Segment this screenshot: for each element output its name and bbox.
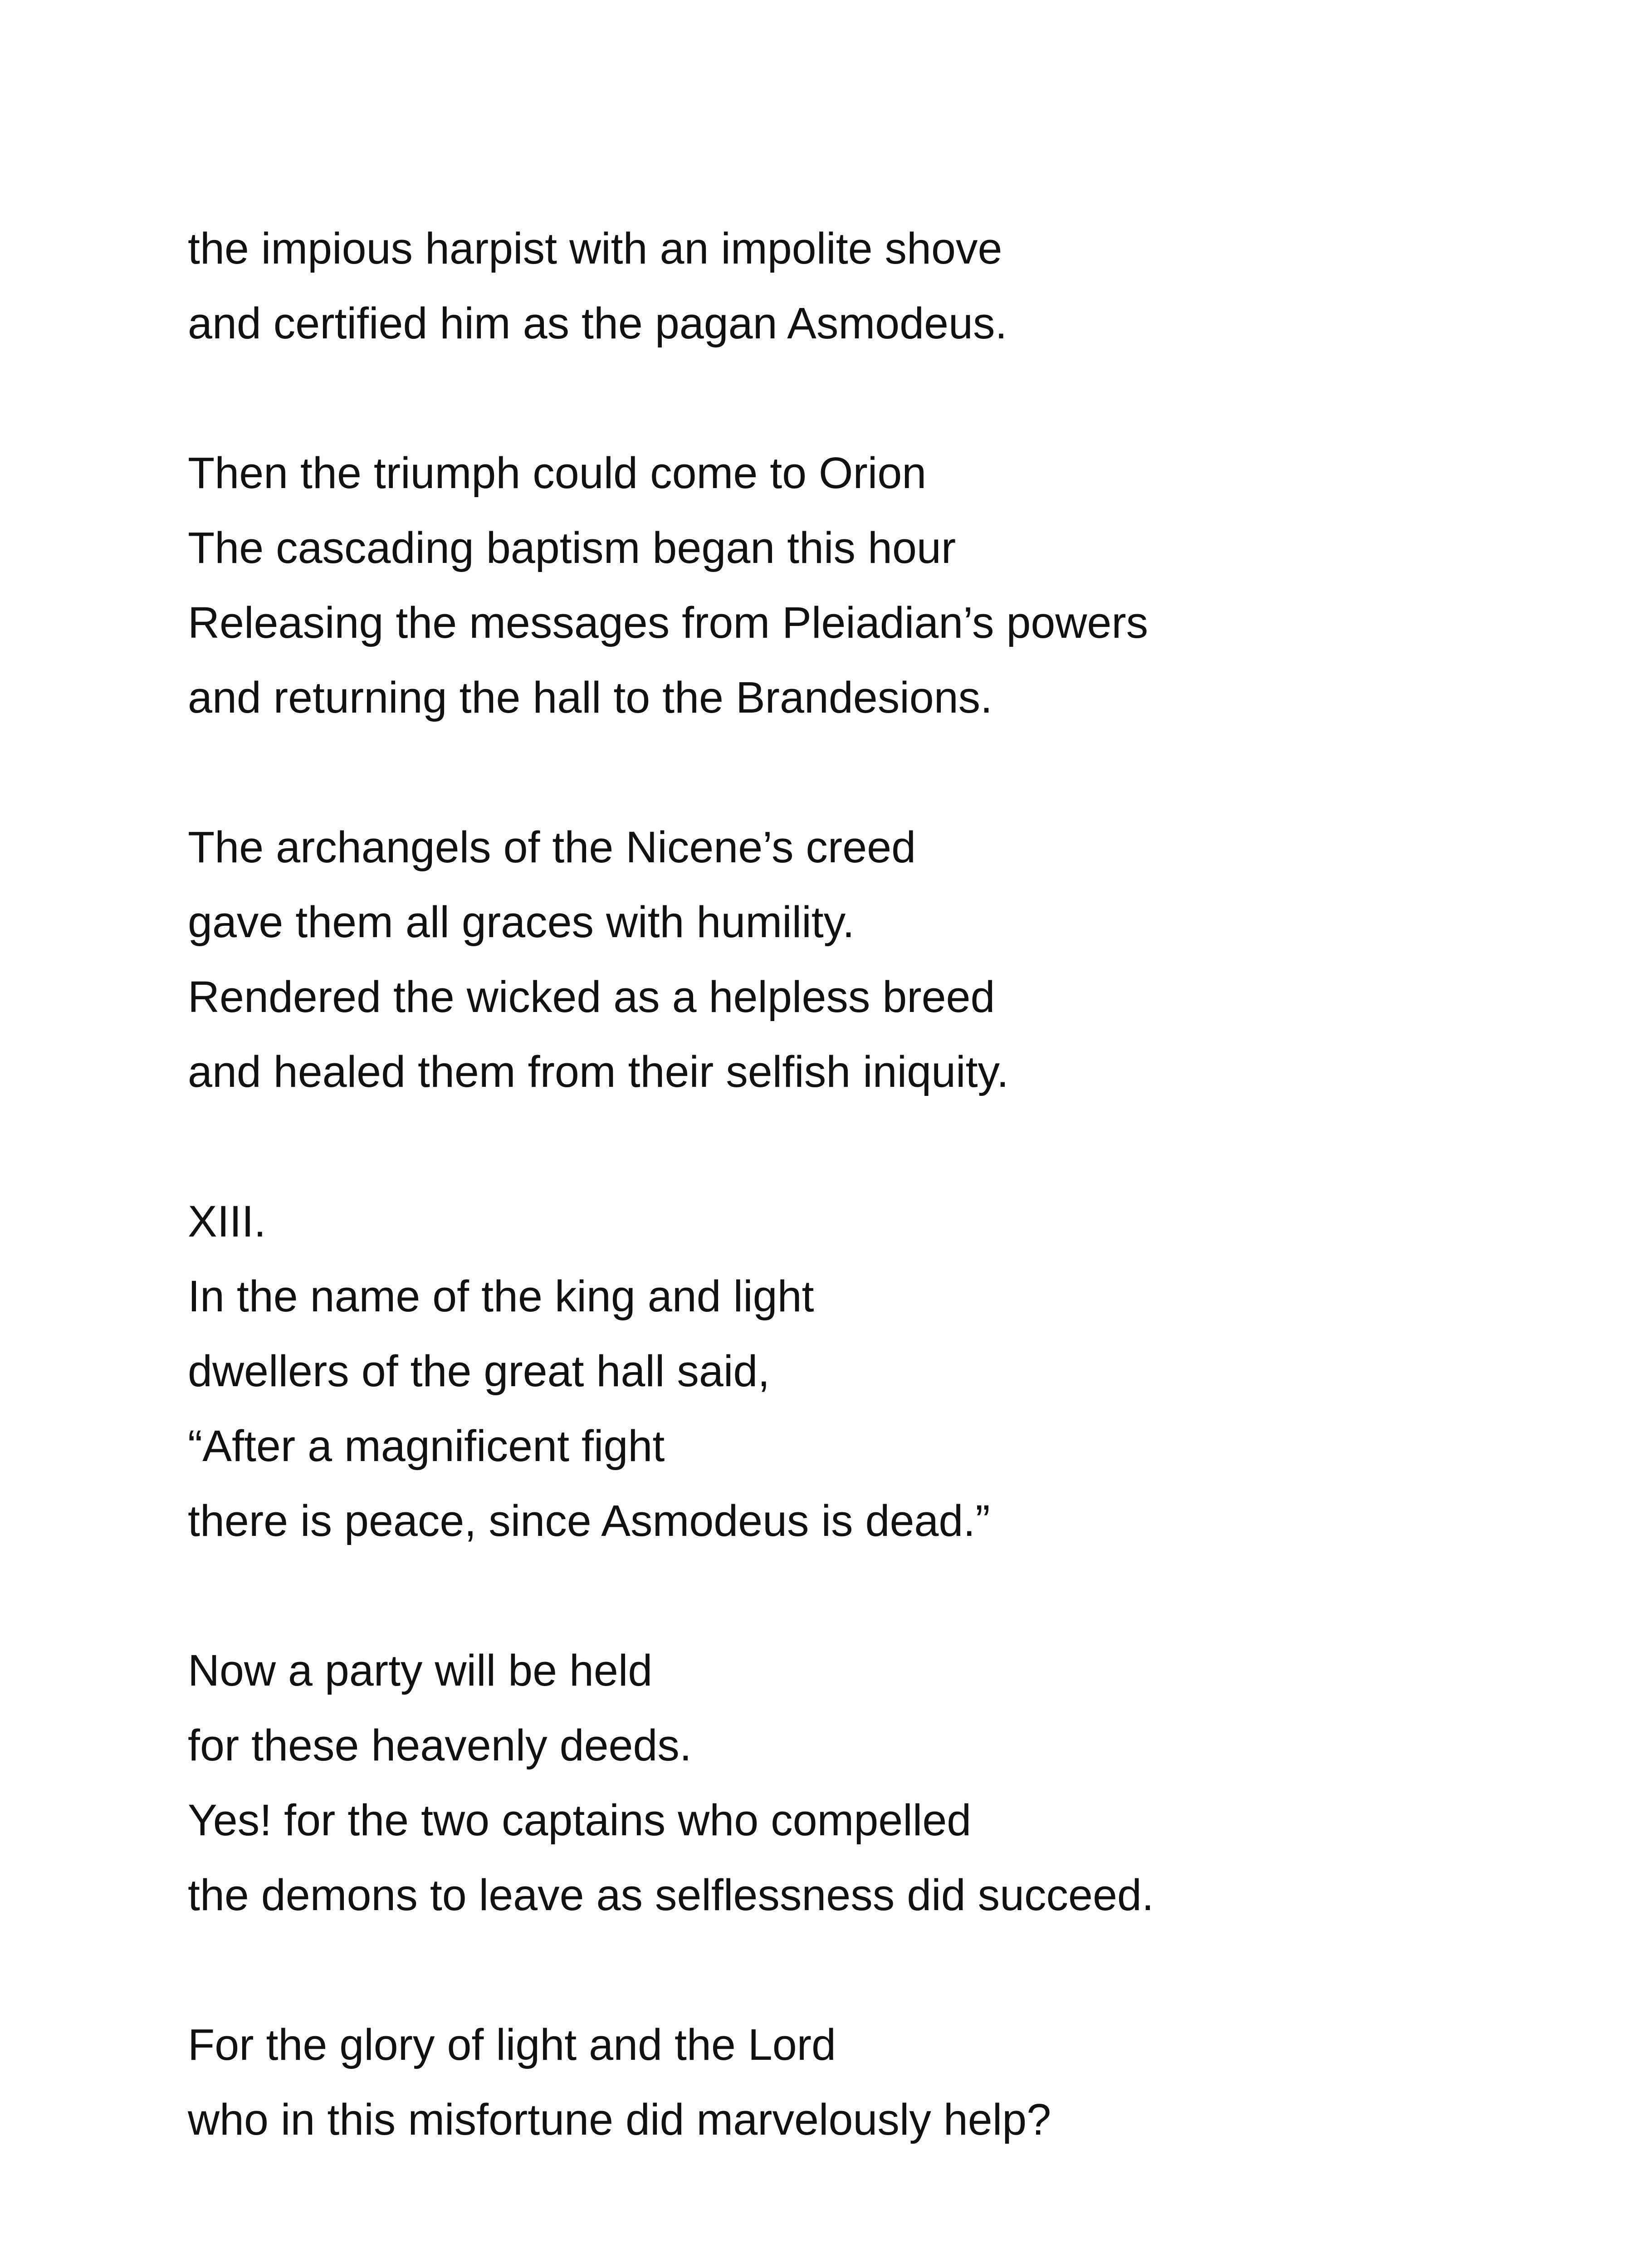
poem-line: the impious harpist with an impolite shove <box>188 224 1002 273</box>
stanza-1 <box>188 211 1549 361</box>
poem-line: Then the triumph could come to Orion <box>188 448 927 498</box>
poem-line: dwellers of the great hall said, <box>188 1346 770 1396</box>
poem-line: For the glory of light and the Lord <box>188 2020 836 2069</box>
poem-line: The cascading baptism began this hour <box>188 523 956 572</box>
poem-line: gave them all graces with humility. <box>188 897 855 947</box>
poem-line: for these heavenly deeds. <box>188 1721 692 1770</box>
stanza-2 <box>188 435 1549 735</box>
poem-line: Now a party will be held <box>188 1646 653 1695</box>
poem-line: and certified him as the pagan Asmodeus. <box>188 298 1007 348</box>
poem-line: The archangels of the Nicene’s creed <box>188 822 916 872</box>
poem-line: the demons to leave as selflessness did succeed. <box>188 1870 1154 1920</box>
poem-line: “After a magnificent fight <box>188 1421 665 1471</box>
section-heading: XIII. <box>188 1197 266 1246</box>
poem-text <box>188 211 1549 2232</box>
poem-line: and returning the hall to the Brandesions. <box>188 673 993 722</box>
poem-line: Releasing the messages from Pleiadian’s powers <box>188 598 1149 647</box>
stanza-4 <box>188 1184 1549 1558</box>
poem-line: Rendered the wicked as a helpless breed <box>188 972 995 1022</box>
poem-line: and healed them from their selfish iniquity. <box>188 1047 1009 1096</box>
stanza-3 <box>188 810 1549 1109</box>
poem-line: there is peace, since Asmodeus is dead.” <box>188 1496 990 1545</box>
stanza-5 <box>188 1633 1549 1932</box>
poem-line: In the name of the king and light <box>188 1271 814 1321</box>
poem-line: who in this misfortune did marvelously help? <box>188 2095 1051 2144</box>
stanza-6 <box>188 2007 1549 2157</box>
poem-line: Yes! for the two captains who compelled <box>188 1795 972 1845</box>
